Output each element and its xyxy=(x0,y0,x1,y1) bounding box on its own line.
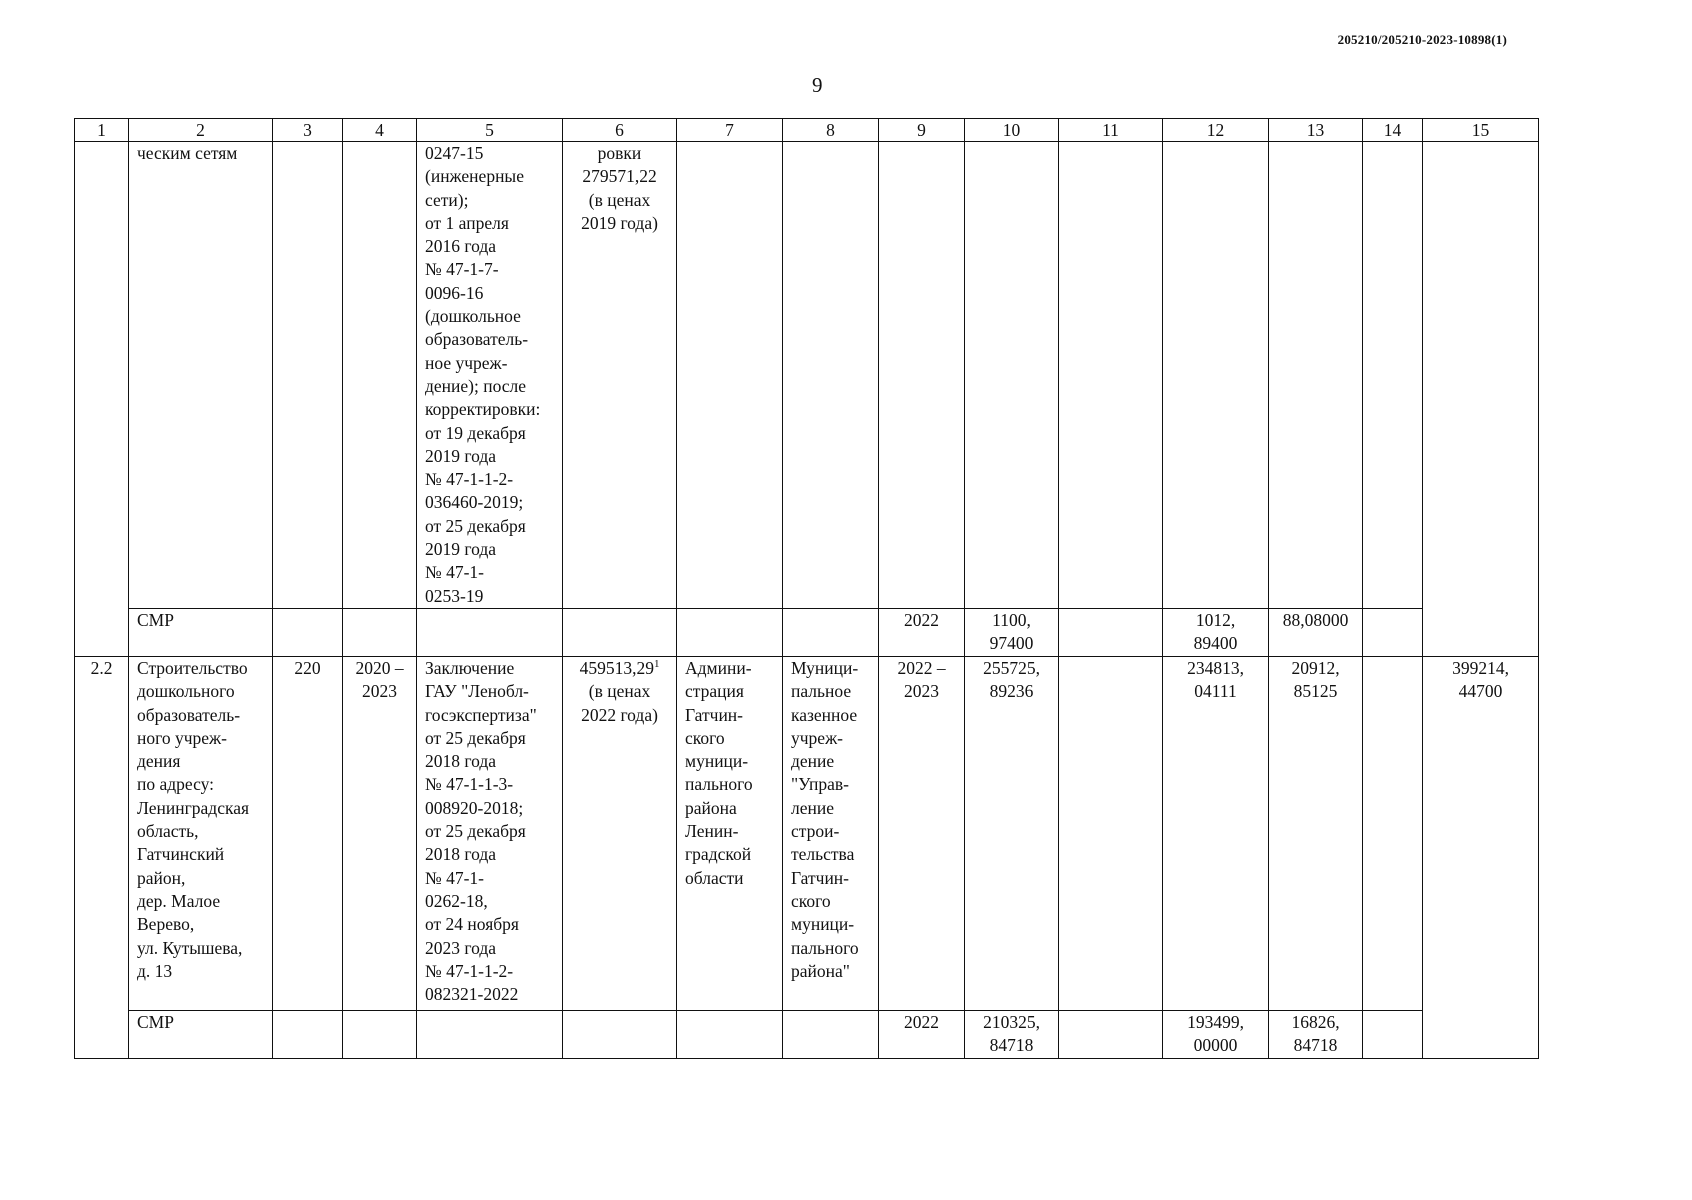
table-cell xyxy=(965,142,1059,609)
table-cell xyxy=(273,608,343,656)
funding-col13-cell: 88,08000 xyxy=(1269,608,1363,656)
table-cell xyxy=(783,1010,879,1058)
column-header: 14 xyxy=(1363,119,1423,142)
table-cell xyxy=(417,1010,563,1058)
smr-label-cell: СМР xyxy=(129,1010,273,1058)
expertise-cell: 0247-15 (инженерные сети); от 1 апреля 2016 года № 47-1-7- 0096-16 (дошкольное образователь- ное учреж- дение); после корректировки: от 19 декабря 2019 года № 47-1-1-2- 036460-2019; от 25 декабря 2019 года № 47-1- 0253-19 xyxy=(417,142,563,609)
column-header: 12 xyxy=(1163,119,1269,142)
funding-col13-cell: 20912, 85125 xyxy=(1269,656,1363,1010)
table-cell xyxy=(1163,142,1269,609)
table-header-row xyxy=(75,119,1539,142)
table-cell xyxy=(563,608,677,656)
table-cell xyxy=(563,1010,677,1058)
table-cell xyxy=(1423,142,1539,657)
table-cell xyxy=(343,1010,417,1058)
table-cell xyxy=(1059,656,1163,1010)
table-cell xyxy=(1059,608,1163,656)
table-cell xyxy=(343,142,417,609)
table-row xyxy=(75,656,1539,1010)
years-cell: 2022 – 2023 xyxy=(879,656,965,1010)
row-number-cell xyxy=(75,142,129,657)
column-header: 11 xyxy=(1059,119,1163,142)
table-cell xyxy=(343,608,417,656)
table-cell xyxy=(783,142,879,609)
column-header: 13 xyxy=(1269,119,1363,142)
funding-col12-cell: 193499, 00000 xyxy=(1163,1010,1269,1058)
table-cell xyxy=(1363,656,1423,1010)
object-name-cell: ческим сетям xyxy=(129,142,273,609)
column-header: 10 xyxy=(965,119,1059,142)
table-cell xyxy=(879,142,965,609)
funding-col13-cell: 16826, 84718 xyxy=(1269,1010,1363,1058)
object-name-cell: Строительство дошкольного образователь- ного учреж- дения по адресу: Ленинградская область, Гатчинский район, дер. Малое Верево, ул. Кутышева, д. 13 xyxy=(129,656,273,1010)
estimated-cost-value: 459513,29 xyxy=(579,657,654,678)
row-number-cell: 2.2 xyxy=(75,656,129,1058)
table-row xyxy=(75,142,1539,609)
column-header: 3 xyxy=(273,119,343,142)
table-row-smr xyxy=(75,608,1539,656)
period-cell: 2020 – 2023 xyxy=(343,656,417,1010)
table-cell xyxy=(1363,608,1423,656)
smr-label-cell: СМР xyxy=(129,608,273,656)
table-cell xyxy=(783,608,879,656)
table-cell xyxy=(417,608,563,656)
estimated-cost-prices: (в ценах 2022 года) xyxy=(581,681,658,725)
column-header: 9 xyxy=(879,119,965,142)
column-header: 5 xyxy=(417,119,563,142)
column-header: 2 xyxy=(129,119,273,142)
expertise-cell: Заключение ГАУ "Ленобл- госэкспертиза" от 25 декабря 2018 года № 47-1-1-3- 008920-2018; от 25 декабря 2018 года № 47-1- 0262-18, от 24 ноября 2023 года № 47-1-1-2- 082321-2022 xyxy=(417,656,563,1010)
column-header: 6 xyxy=(563,119,677,142)
table-cell xyxy=(1059,142,1163,609)
table-cell xyxy=(1363,142,1423,609)
total-funding-cell: 1100, 97400 xyxy=(965,608,1059,656)
table-cell xyxy=(273,1010,343,1058)
column-header: 7 xyxy=(677,119,783,142)
total-funding-cell: 210325, 84718 xyxy=(965,1010,1059,1058)
client-cell: Админи- страция Гатчин- ского муници- пального района Ленин- градской области xyxy=(677,656,783,1010)
funding-col15-cell: 399214, 44700 xyxy=(1423,656,1539,1058)
table-cell xyxy=(677,142,783,609)
column-header: 1 xyxy=(75,119,129,142)
table-cell xyxy=(273,142,343,609)
funding-col12-cell: 1012, 89400 xyxy=(1163,608,1269,656)
year-cell: 2022 xyxy=(879,1010,965,1058)
contractor-cell: Муници- пальное казенное учреж- дение "Управ- ление строи- тельства Гатчин- ского муници- пального района" xyxy=(783,656,879,1010)
page-number: 9 xyxy=(812,73,823,97)
document-registration-number: 205210/205210-2023-10898(1) xyxy=(1337,32,1507,47)
footnote-marker: 1 xyxy=(653,658,660,671)
table-cell xyxy=(677,1010,783,1058)
column-header: 8 xyxy=(783,119,879,142)
table-cell xyxy=(1059,1010,1163,1058)
table-cell xyxy=(1269,142,1363,609)
column-header: 4 xyxy=(343,119,417,142)
table-row-smr xyxy=(75,1010,1539,1058)
total-funding-cell: 255725, 89236 xyxy=(965,656,1059,1010)
table-cell xyxy=(1363,1010,1423,1058)
funding-col12-cell: 234813, 04111 xyxy=(1163,656,1269,1010)
column-header: 15 xyxy=(1423,119,1539,142)
data-table xyxy=(74,118,1539,1059)
year-cell: 2022 xyxy=(879,608,965,656)
table-cell xyxy=(677,608,783,656)
estimated-cost-cell xyxy=(563,656,677,1010)
capacity-cell: 220 xyxy=(273,656,343,1010)
estimated-cost-cell: ровки 279571,22 (в ценах 2019 года) xyxy=(563,142,677,609)
